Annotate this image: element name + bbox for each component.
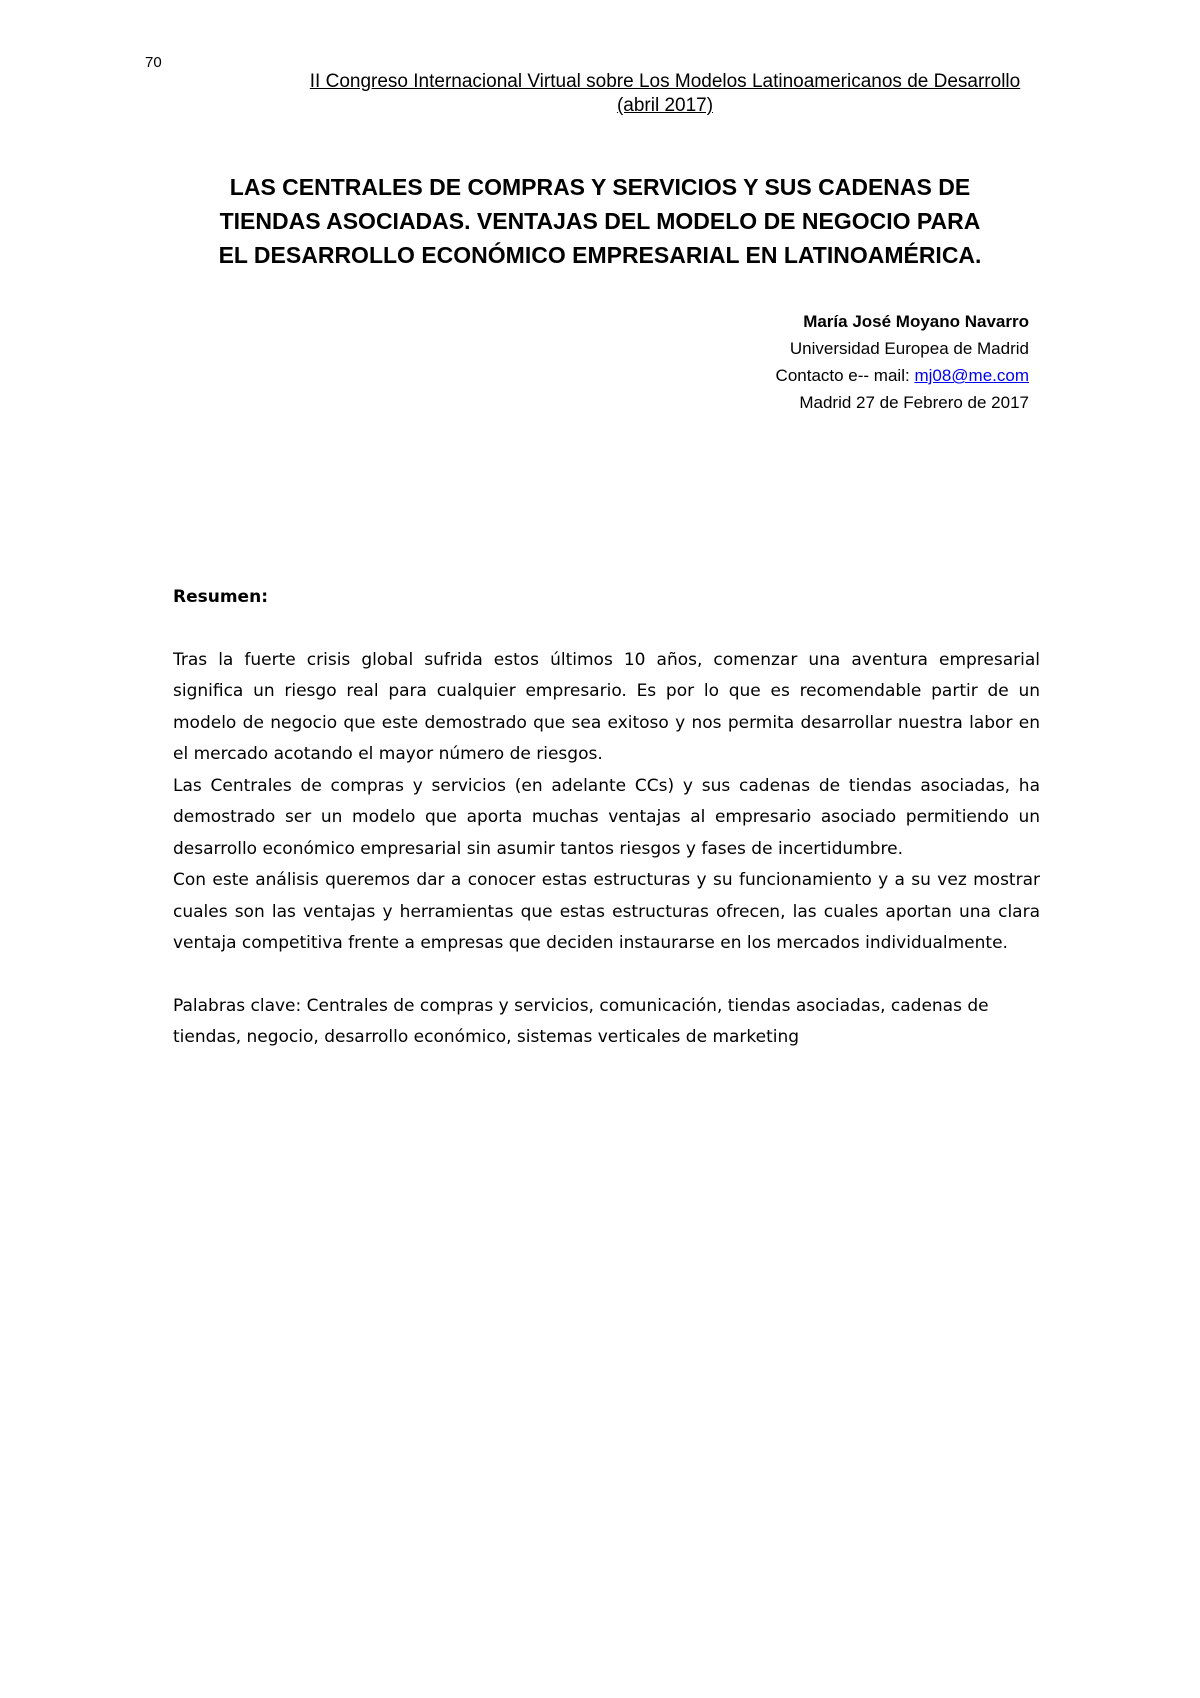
title-line-1: LAS CENTRALES DE COMPRAS Y SERVICIOS Y SUS CADENAS DE [229,174,971,200]
abstract-heading: Resumen: [173,587,268,607]
author-affiliation: Universidad Europea de Madrid [789,339,1029,358]
author-name: María José Moyano Navarro [803,312,1029,331]
running-header [0,70,1200,118]
abstract-paragraph-1: Tras la fuerte crisis global sufrida estos últimos 10 años, comenzar una aventura empresarial significa un riesgo real para cualquier empresario. Es por lo que es recomendable partir de un modelo de negocio que este demostrado que sea exitoso y nos permita desarrollar nuestra labor en el mercado acotando el mayor número de riesgos. [173,649,1040,764]
author-date: Madrid 27 de Febrero de 2017 [799,393,1029,412]
title-line-3: EL DESARROLLO ECONÓMICO EMPRESARIAL EN LATINOAMÉRICA. [218,242,982,268]
author-contact [776,362,1029,389]
abstract-paragraph-3: Con este análisis queremos dar a conocer estas estructuras y su funcionamiento y a su vez mostrar cuales son las ventajas y herramientas que estas estructuras ofrecen, las cuales aportan una clara ventaja competitiva frente a empresas que deciden instaurarse en los mercados individualmente. [173,870,1040,953]
author-block [776,308,1029,416]
header-line-1: II Congreso Internacional Virtual sobre Los Modelos Latinoamericanos de Desarrollo [309,71,1021,92]
keywords: Palabras clave: Centrales de compras y servicios, comunicación, tiendas asociadas, cadenas de tiendas, negocio, desarrollo económico, sistemas verticales de marketing [173,995,989,1047]
paper-title [150,170,1050,272]
abstract-paragraph-2: Las Centrales de compras y servicios (en adelante CCs) y sus cadenas de tiendas asociadas, ha demostrado ser un modelo que aporta muchas ventajas al empresario asociado permitiendo un desarrollo económico empresarial sin asumir tantos riesgos y fases de incertidumbre. [173,775,1040,859]
page-number: 70 [145,54,162,71]
contact-label: Contacto e-- mail: [775,366,915,385]
header-line-2: (abril 2017) [616,95,714,116]
title-line-2: TIENDAS ASOCIADAS. VENTAJAS DEL MODELO DE NEGOCIO PARA [219,208,981,234]
email-link[interactable]: mj08@me.com [914,366,1029,385]
abstract-section [173,582,1040,1054]
